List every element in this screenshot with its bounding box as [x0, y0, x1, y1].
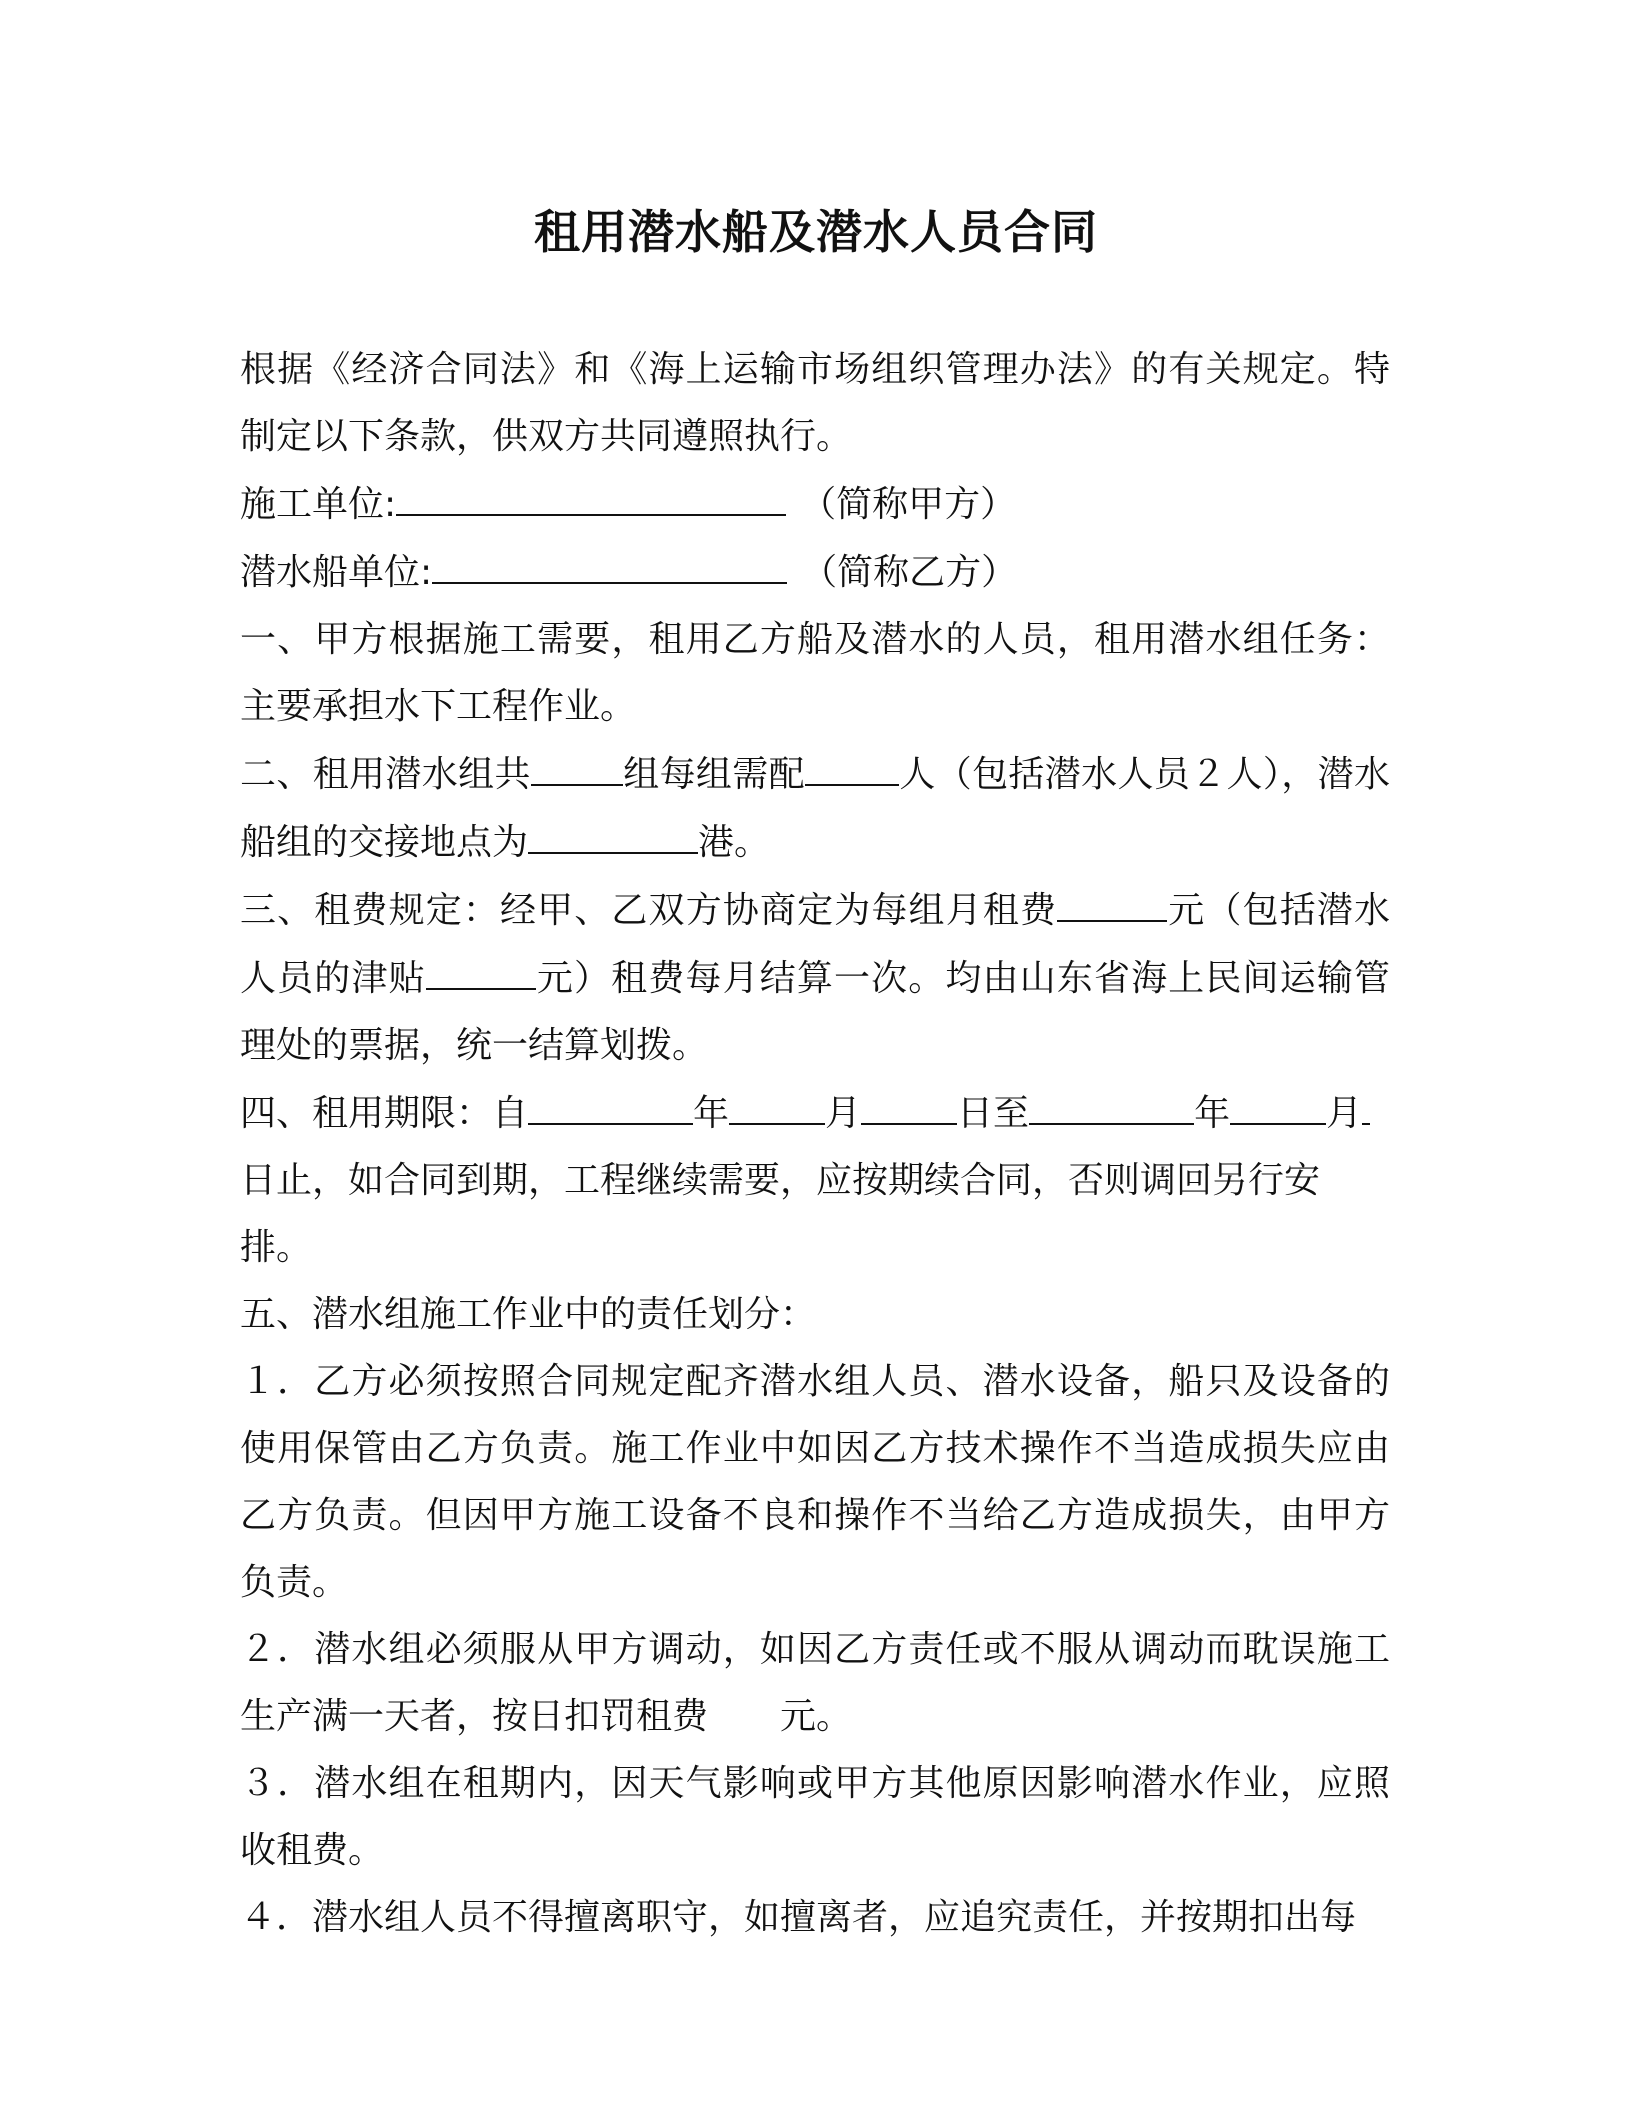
- start-year-blank[interactable]: [528, 1079, 693, 1125]
- clause-2-text-4: 港。: [698, 822, 771, 863]
- party-b-note: （简称乙方）: [801, 552, 1018, 593]
- group-count-blank[interactable]: [531, 740, 623, 786]
- start-day-blank[interactable]: [861, 1079, 957, 1125]
- clause-5-heading: 五、潜水组施工作业中的责任划分：: [240, 1294, 817, 1335]
- persons-per-group-blank[interactable]: [805, 740, 899, 786]
- clause-4-month-1: 月: [825, 1093, 862, 1134]
- party-a-note: （简称甲方）: [800, 484, 1017, 525]
- document-title: 租用潜水船及潜水人员合同: [534, 205, 1098, 259]
- clause-2-text-2: 组每组需配: [622, 754, 805, 795]
- clause-4: [240, 1079, 1390, 1281]
- item-2-text-1: ２．潜水组必须服从甲方调动，如因乙方责任或不服从调动而耽误施工生产满一天者，按日扣罚租费: [240, 1629, 1390, 1737]
- party-b-line: [240, 538, 1390, 606]
- intro-paragraph: 根据《经济合同法》和《海上运输市场组织管理办法》的有关规定。特制定以下条款，供双方共同遵照执行。: [240, 349, 1390, 457]
- start-month-blank[interactable]: [729, 1079, 825, 1125]
- clause-4-year-2: 年: [1194, 1093, 1231, 1134]
- clause-4-day-1: 日至: [957, 1093, 1030, 1134]
- clause-2-text-3: 人（包括潜水人员２人），潜水船组的交接地点为: [240, 754, 1390, 863]
- end-year-blank[interactable]: [1029, 1079, 1194, 1125]
- clause-3-text-2: 元（包括潜水人员的津贴: [240, 890, 1390, 999]
- monthly-rent-blank[interactable]: [1057, 876, 1167, 922]
- clause-5-item-1: １．乙方必须按照合同规定配齐潜水组人员、潜水设备，船只及设备的使用保管由乙方负责。施工作业中如因乙方技术操作不当造成损失应由乙方负责。但因甲方施工设备不良和操作不当给乙方造成损失，由甲方负责。: [240, 1361, 1390, 1603]
- clause-5-item-3: ３．潜水组在租期内，因天气影响或甲方其他原因影响潜水作业，应照收租费。: [240, 1763, 1390, 1871]
- clause-4-text-2: 日止，如合同到期，工程继续需要，应按期续合同，否则调回另行安排。: [240, 1160, 1321, 1268]
- party-a-line: [240, 470, 1390, 538]
- allowance-blank[interactable]: [426, 944, 536, 990]
- item-2-text-2: 元。: [780, 1696, 853, 1737]
- clause-4-year-1: 年: [693, 1093, 730, 1134]
- party-b-blank[interactable]: [432, 538, 787, 584]
- clause-3: [240, 876, 1390, 1079]
- clause-2-text-1: 二、租用潜水组共: [240, 754, 531, 795]
- party-b-label: 潜水船单位:: [240, 552, 433, 593]
- party-a-blank[interactable]: [396, 470, 786, 516]
- clause-2: [240, 740, 1390, 876]
- clause-5-item-2: [240, 1616, 1390, 1750]
- end-day-blank[interactable]: [1362, 1079, 1370, 1125]
- clause-4-text-1: 四、租用期限：自: [240, 1093, 529, 1134]
- end-month-blank[interactable]: [1230, 1079, 1326, 1125]
- party-a-label: 施工单位:: [240, 484, 397, 525]
- clause-3-text-1: 三、租费规定：经甲、乙双方协商定为每组月租费: [240, 890, 1058, 931]
- clause-3-text-3: 元）租费每月结算一次。均由山东省海上民间运输管理处的票据，统一结算划拨。: [240, 958, 1390, 1066]
- clause-4-month-2: 月: [1326, 1093, 1363, 1134]
- clause-5-item-4: ４．潜水组人员不得擅离职守，如擅离者，应追究责任，并按期扣出每: [240, 1897, 1357, 1938]
- document-body: [240, 336, 1390, 1951]
- clause-1: 一、甲方根据施工需要，租用乙方船及潜水的人员，租用潜水组任务：主要承担水下工程作业。: [240, 619, 1390, 727]
- handover-port-blank[interactable]: [528, 808, 698, 854]
